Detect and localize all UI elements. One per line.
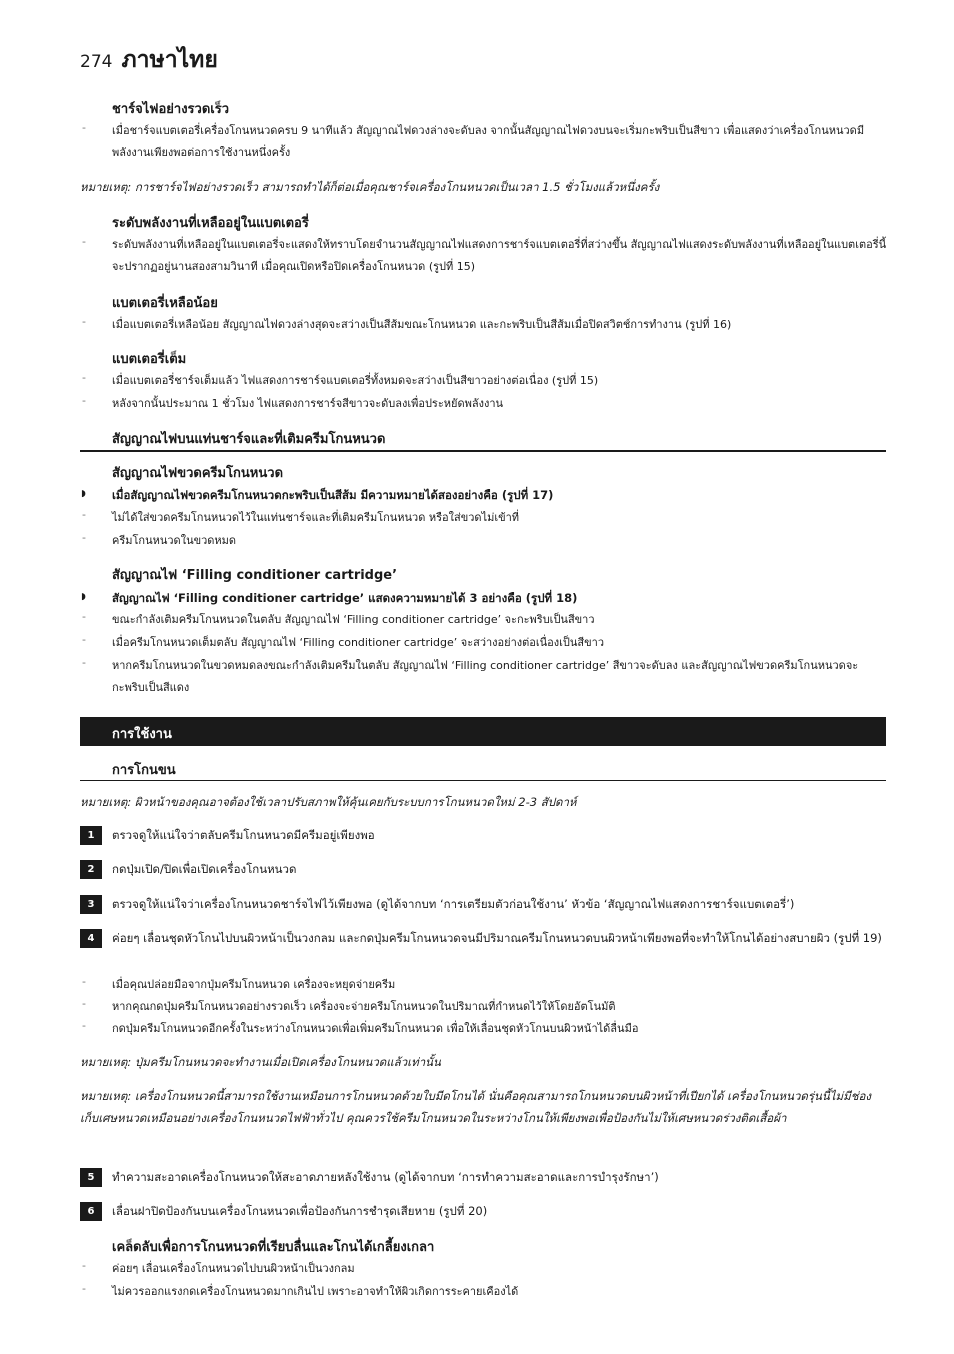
step-number: 5 [80, 1168, 102, 1187]
bullet-dash: - [82, 315, 86, 328]
remaining-text: ระดับพลังงานที่เหลืออยู่ในแบตเตอรี่จะแสดงให้ทราบโดยจำนวนสัญญาณไฟแสดงการชาร์จแบตเตอรี่ที่สว่างขึ้น สัญญาณไฟแสดงระดับพลังงานที่เหลืออยู่ในแบตเตอรี่นี้จะปรากฏอยู่นานสองสามวินาที เมื่อคุณเปิดหรือปิดเครื่องโกนหนวด (รูปที่ 15) [112, 238, 887, 273]
usage-section-bar [80, 717, 886, 746]
bullet-dash: - [82, 1019, 86, 1032]
section-divider [80, 780, 886, 781]
fast-charge-note: หมายเหตุ: การชาร์จไฟอย่างรวดเร็ว สามารถทำได้ก็ต่อเมื่อคุณชาร์จเครื่องโกนหนวดเป็นเวลา 1.5 ชั่วโมงแล้วหนึ่งครั้ง [80, 180, 660, 194]
fast-charge-text: เมื่อชาร์จแบตเตอรี่เครื่องโกนหนวดครบ 9 นาทีแล้ว สัญญาณไฟดวงล่างจะดับลง จากนั้นสัญญาณไฟดวงบนจะเริ่มกะพริบเป็นสีขาว เพื่อแสดงว่าเครื่องโกนหนวดมีพลังงานเพียงพอต่อการใช้งานหนึ่งครั้ง [112, 124, 865, 159]
step-text: ตรวจดูให้แน่ใจว่าตลับครีมโกนหนวดมีครีมอยู่เพียงพอ [112, 828, 375, 842]
bullet-dash: - [82, 235, 86, 248]
step-number: 1 [80, 826, 102, 845]
shaving-heading: การโกนขน [112, 763, 176, 778]
bullet-dash: - [82, 975, 86, 988]
step-number: 2 [80, 860, 102, 879]
low-battery-heading: แบตเตอรี่เหลือน้อย [112, 296, 218, 311]
list-item: หากครีมโกนหนวดในขวดหมดลงขณะกำลังเติมครีมในตลับ สัญญาณไฟ ‘Filling conditioner cartridge’ สีขาวจะดับลง และสัญญาณไฟขวดครีมโกนหนวดจะกะพริบเป็นสีแดง [112, 659, 859, 694]
step-text: ค่อยๆ เลื่อนชุดหัวโกนไปบนผิวหน้าเป็นวงกลม และกดปุ่มครีมโกนหนวดจนมีปริมาณครีมโกนหนวดบนผิวหน้าเพียงพอที่จะทำให้โกนได้อย่างสบายผิว (รูปที่ 19) [112, 931, 882, 945]
bullet-dash: - [82, 508, 86, 521]
arrow-bullet-icon: ◗ [81, 592, 86, 602]
step-text: เลื่อนฝาปิดป้องกันบนเครื่องโกนหนวดเพื่อป้องกันการชำรุดเสียหาย (รูปที่ 20) [112, 1204, 488, 1218]
list-item: หากคุณกดปุ่มครีมโกนหนวดอย่างรวดเร็ว เครื่องจะจ่ายครีมโกนหนวดในปริมาณที่กำหนดไว้ให้โดยอัตโนมัติ [112, 1000, 616, 1013]
list-item: เมื่อคุณปล่อยมือจากปุ่มครีมโกนหนวด เครื่องจะหยุดจ่ายครีม [112, 978, 396, 991]
list-item: ค่อยๆ เลื่อนเครื่องโกนหนวดไปบนผิวหน้าเป็นวงกลม [112, 1262, 355, 1275]
list-item: เมื่อครีมโกนหนวดเต็มตลับ สัญญาณไฟ ‘Filling conditioner cartridge’ จะสว่างอย่างต่อเนื่องเป็นสีขาว [112, 636, 605, 649]
full-battery-heading: แบตเตอรี่เต็ม [112, 352, 187, 367]
stand-section-heading: สัญญาณไฟบนแท่นชาร์จและที่เติมครีมโกนหนวด [112, 432, 386, 447]
low-battery-text: เมื่อแบตเตอรี่เหลือน้อย สัญญาณไฟดวงล่างสุดจะสว่างเป็นสีส้มขณะโกนหนวด และกะพริบเป็นสีส้มเมื่อปิดสวิตช์การทำงาน (รูปที่ 16) [112, 318, 732, 331]
filling-light-lead: สัญญาณไฟ ‘Filling conditioner cartridge’ แสดงความหมายได้ 3 อย่างคือ (รูปที่ 18) [112, 591, 578, 605]
step-text: ตรวจดูให้แน่ใจว่าเครื่องโกนหนวดชาร์จไฟไว้เพียงพอ (ดูได้จากบท ‘การเตรียมตัวก่อนใช้งาน’ หัวข้อ ‘สัญญาณไฟแสดงการชาร์จแบตเตอรี่’) [112, 897, 795, 911]
bullet-dash: - [82, 656, 86, 669]
bullet-dash: - [82, 531, 86, 544]
section-divider [80, 450, 886, 452]
bullet-dash: - [82, 633, 86, 646]
list-item: หลังจากนั้นประมาณ 1 ชั่วโมง ไฟแสดงการชาร์จสีขาวจะดับลงเพื่อประหยัดพลังงาน [112, 397, 504, 410]
usage-note: หมายเหตุ: เครื่องโกนหนวดนี้สามารถใช้งานเหมือนการโกนหนวดด้วยใบมีดโกนได้ นั่นคือคุณสามารถโกนหนวดบนผิวหน้าที่เปียกได้ เครื่องโกนหนวดรุ่นนี้ไม่มีช่องเก็บเศษหนวดเหมือนอย่างเครื่องโกนหนวดไฟฟ้าทั่วไป คุณควรใช้ครีมโกนหนวดในระหว่างโกนให้เพียงพอเพื่อป้องกันไม่ให้เศษหนวดร่วงติดเสื้อผ้า [80, 1089, 872, 1125]
step-number: 4 [80, 929, 102, 948]
filling-light-heading: สัญญาณไฟ ‘Filling conditioner cartridge’ [112, 568, 398, 583]
bullet-dash: - [82, 394, 86, 407]
list-item: ไม่ควรออกแรงกดเครื่องโกนหนวดมากเกินไป เพราะอาจทำให้ผิวเกิดการระคายเคืองได้ [112, 1285, 519, 1298]
bullet-dash: - [82, 371, 86, 384]
list-item: ครีมโกนหนวดในขวดหมด [112, 534, 237, 547]
bullet-dash: - [82, 997, 86, 1010]
page-number: 274 [80, 52, 113, 72]
step-text: กดปุ่มเปิด/ปิดเพื่อเปิดเครื่องโกนหนวด [112, 862, 297, 876]
tips-heading: เคล็ดลับเพื่อการโกนหนวดที่เรียบลื่นและโกนได้เกลี้ยงเกลา [112, 1240, 435, 1255]
bullet-dash: - [82, 121, 86, 134]
list-item: ขณะกำลังเติมครีมโกนหนวดในตลับ สัญญาณไฟ ‘Filling conditioner cartridge’ จะกะพริบเป็นสีขาว [112, 613, 595, 626]
arrow-bullet-icon: ◗ [81, 489, 86, 499]
fast-charge-heading: ชาร์จไฟอย่างรวดเร็ว [112, 102, 229, 117]
page-header [80, 42, 218, 78]
cartridge-light-lead: เมื่อสัญญาณไฟขวดครีมโกนหนวดกะพริบเป็นสีส้ม มีความหมายได้สองอย่างคือ (รูปที่ 17) [112, 488, 554, 502]
step-text: ทำความสะอาดเครื่องโกนหนวดให้สะอาดภายหลังใช้งาน (ดูได้จากบท ‘การทำความสะอาดและการบำรุงรักษา’) [112, 1170, 659, 1184]
bullet-dash: - [82, 610, 86, 623]
usage-note: หมายเหตุ: ผิวหน้าของคุณอาจต้องใช้เวลาปรับสภาพให้คุ้นเคยกับระบบการโกนหนวดใหม่ 2-3 สัปดาห์ [80, 795, 577, 809]
step-number: 6 [80, 1202, 102, 1221]
bullet-dash: - [82, 1282, 86, 1295]
cartridge-light-heading: สัญญาณไฟขวดครีมโกนหนวด [112, 466, 284, 481]
list-item: เมื่อแบตเตอรี่ชาร์จเต็มแล้ว ไฟแสดงการชาร์จแบตเตอรี่ทั้งหมดจะสว่างเป็นสีขาวอย่างต่อเนื่อง (รูปที่ 15) [112, 374, 599, 387]
list-item: ไม่ได้ใส่ขวดครีมโกนหนวดไว้ในแท่นชาร์จและที่เติมครีมโกนหนวด หรือใส่ขวดไม่เข้าที่ [112, 511, 520, 524]
step-number: 3 [80, 895, 102, 914]
bullet-dash: - [82, 1259, 86, 1272]
remaining-heading: ระดับพลังงานที่เหลืออยู่ในแบตเตอรี่ [112, 216, 309, 231]
usage-note: หมายเหตุ: ปุ่มครีมโกนหนวดจะทำงานเมื่อเปิดเครื่องโกนหนวดแล้วเท่านั้น [80, 1055, 441, 1069]
usage-section-title: การใช้งาน [112, 727, 172, 742]
list-item: กดปุ่มครีมโกนหนวดอีกครั้งในระหว่างโกนหนวดเพื่อเพิ่มครีมโกนหนวด เพื่อให้เลื่อนชุดหัวโกนบนผิวหน้าได้ลื่นมือ [112, 1022, 639, 1035]
language-title: ภาษาไทย [121, 47, 218, 73]
